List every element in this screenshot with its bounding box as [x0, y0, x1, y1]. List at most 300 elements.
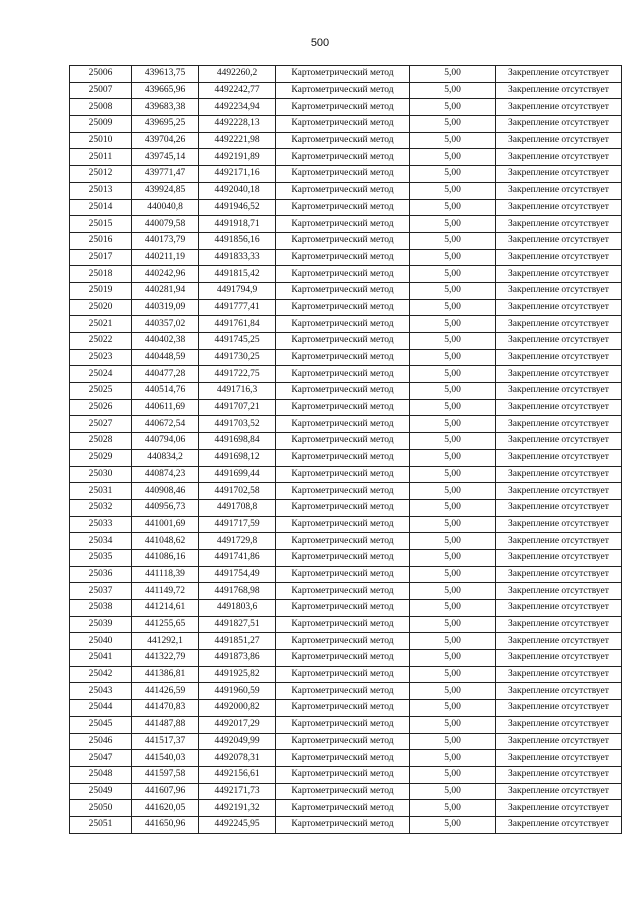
coordinates-table	[69, 65, 622, 834]
table-row	[70, 783, 622, 800]
x-coordinate-cell: 440672,54	[132, 416, 199, 433]
method-cell: Картометрический метод	[276, 716, 410, 733]
fixing-cell: Закрепление отсутствует	[496, 349, 622, 366]
y-coordinate-cell: 4492040,18	[199, 182, 276, 199]
y-coordinate-cell: 4492228,13	[199, 116, 276, 133]
point-number-cell: 25043	[70, 683, 132, 700]
accuracy-cell: 5,00	[410, 583, 496, 600]
point-number-cell: 25038	[70, 600, 132, 617]
table-row	[70, 149, 622, 166]
table-row	[70, 99, 622, 116]
method-cell: Картометрический метод	[276, 266, 410, 283]
y-coordinate-cell: 4491708,8	[199, 499, 276, 516]
method-cell: Картометрический метод	[276, 216, 410, 233]
point-number-cell: 25044	[70, 700, 132, 717]
method-cell: Картометрический метод	[276, 132, 410, 149]
method-cell: Картометрический метод	[276, 816, 410, 833]
table-row	[70, 800, 622, 817]
point-number-cell: 25018	[70, 266, 132, 283]
table-row	[70, 299, 622, 316]
method-cell: Картометрический метод	[276, 99, 410, 116]
accuracy-cell: 5,00	[410, 132, 496, 149]
x-coordinate-cell: 441386,81	[132, 666, 199, 683]
table-row	[70, 433, 622, 450]
method-cell: Картометрический метод	[276, 199, 410, 216]
point-number-cell: 25050	[70, 800, 132, 817]
method-cell: Картометрический метод	[276, 433, 410, 450]
point-number-cell: 25007	[70, 82, 132, 99]
y-coordinate-cell: 4492245,95	[199, 816, 276, 833]
y-coordinate-cell: 4492049,99	[199, 733, 276, 750]
point-number-cell: 25032	[70, 499, 132, 516]
fixing-cell: Закрепление отсутствует	[496, 282, 622, 299]
point-number-cell: 25028	[70, 433, 132, 450]
method-cell: Картометрический метод	[276, 466, 410, 483]
x-coordinate-cell: 440874,23	[132, 466, 199, 483]
point-number-cell: 25046	[70, 733, 132, 750]
accuracy-cell: 5,00	[410, 316, 496, 333]
y-coordinate-cell: 4492171,16	[199, 166, 276, 183]
x-coordinate-cell: 440834,2	[132, 449, 199, 466]
point-number-cell: 25042	[70, 666, 132, 683]
x-coordinate-cell: 440908,46	[132, 483, 199, 500]
table-row	[70, 166, 622, 183]
accuracy-cell: 5,00	[410, 416, 496, 433]
x-coordinate-cell: 439924,85	[132, 182, 199, 199]
x-coordinate-cell: 440956,73	[132, 499, 199, 516]
table-row	[70, 66, 622, 83]
fixing-cell: Закрепление отсутствует	[496, 516, 622, 533]
method-cell: Картометрический метод	[276, 566, 410, 583]
point-number-cell: 25037	[70, 583, 132, 600]
method-cell: Картометрический метод	[276, 449, 410, 466]
accuracy-cell: 5,00	[410, 700, 496, 717]
accuracy-cell: 5,00	[410, 733, 496, 750]
point-number-cell: 25020	[70, 299, 132, 316]
y-coordinate-cell: 4492078,31	[199, 750, 276, 767]
y-coordinate-cell: 4491707,21	[199, 399, 276, 416]
fixing-cell: Закрепление отсутствует	[496, 449, 622, 466]
fixing-cell: Закрепление отсутствует	[496, 366, 622, 383]
point-number-cell: 25049	[70, 783, 132, 800]
table-row	[70, 316, 622, 333]
fixing-cell: Закрепление отсутствует	[496, 683, 622, 700]
accuracy-cell: 5,00	[410, 149, 496, 166]
method-cell: Картометрический метод	[276, 683, 410, 700]
point-number-cell: 25045	[70, 716, 132, 733]
point-number-cell: 25009	[70, 116, 132, 133]
accuracy-cell: 5,00	[410, 466, 496, 483]
method-cell: Картометрический метод	[276, 399, 410, 416]
method-cell: Картометрический метод	[276, 800, 410, 817]
fixing-cell: Закрепление отсутствует	[496, 299, 622, 316]
point-number-cell: 25031	[70, 483, 132, 500]
method-cell: Картометрический метод	[276, 299, 410, 316]
y-coordinate-cell: 4491717,59	[199, 516, 276, 533]
x-coordinate-cell: 441650,96	[132, 816, 199, 833]
table-row	[70, 132, 622, 149]
y-coordinate-cell: 4491730,25	[199, 349, 276, 366]
y-coordinate-cell: 4491741,86	[199, 549, 276, 566]
y-coordinate-cell: 4492156,61	[199, 766, 276, 783]
x-coordinate-cell: 440448,59	[132, 349, 199, 366]
y-coordinate-cell: 4491918,71	[199, 216, 276, 233]
method-cell: Картометрический метод	[276, 516, 410, 533]
method-cell: Картометрический метод	[276, 366, 410, 383]
x-coordinate-cell: 440211,19	[132, 249, 199, 266]
x-coordinate-cell: 440040,8	[132, 199, 199, 216]
fixing-cell: Закрепление отсутствует	[496, 616, 622, 633]
accuracy-cell: 5,00	[410, 249, 496, 266]
fixing-cell: Закрепление отсутствует	[496, 783, 622, 800]
fixing-cell: Закрепление отсутствует	[496, 750, 622, 767]
y-coordinate-cell: 4491699,44	[199, 466, 276, 483]
accuracy-cell: 5,00	[410, 683, 496, 700]
y-coordinate-cell: 4492234,94	[199, 99, 276, 116]
method-cell: Картометрический метод	[276, 533, 410, 550]
accuracy-cell: 5,00	[410, 66, 496, 83]
method-cell: Картометрический метод	[276, 116, 410, 133]
x-coordinate-cell: 441620,05	[132, 800, 199, 817]
point-number-cell: 25041	[70, 650, 132, 667]
fixing-cell: Закрепление отсутствует	[496, 333, 622, 350]
fixing-cell: Закрепление отсутствует	[496, 399, 622, 416]
accuracy-cell: 5,00	[410, 383, 496, 400]
accuracy-cell: 5,00	[410, 600, 496, 617]
table-row	[70, 750, 622, 767]
accuracy-cell: 5,00	[410, 399, 496, 416]
accuracy-cell: 5,00	[410, 99, 496, 116]
fixing-cell: Закрепление отсутствует	[496, 466, 622, 483]
y-coordinate-cell: 4491702,58	[199, 483, 276, 500]
fixing-cell: Закрепление отсутствует	[496, 766, 622, 783]
method-cell: Картометрический метод	[276, 549, 410, 566]
method-cell: Картометрический метод	[276, 700, 410, 717]
accuracy-cell: 5,00	[410, 266, 496, 283]
accuracy-cell: 5,00	[410, 333, 496, 350]
table-row	[70, 516, 622, 533]
accuracy-cell: 5,00	[410, 633, 496, 650]
fixing-cell: Закрепление отсутствует	[496, 383, 622, 400]
table-row	[70, 249, 622, 266]
point-number-cell: 25023	[70, 349, 132, 366]
fixing-cell: Закрепление отсутствует	[496, 182, 622, 199]
point-number-cell: 25024	[70, 366, 132, 383]
x-coordinate-cell: 440173,79	[132, 232, 199, 249]
point-number-cell: 25022	[70, 333, 132, 350]
point-number-cell: 25021	[70, 316, 132, 333]
x-coordinate-cell: 440794,06	[132, 433, 199, 450]
fixing-cell: Закрепление отсутствует	[496, 650, 622, 667]
fixing-cell: Закрепление отсутствует	[496, 816, 622, 833]
accuracy-cell: 5,00	[410, 566, 496, 583]
x-coordinate-cell: 440514,76	[132, 383, 199, 400]
method-cell: Картометрический метод	[276, 349, 410, 366]
point-number-cell: 25027	[70, 416, 132, 433]
table-row	[70, 633, 622, 650]
fixing-cell: Закрепление отсутствует	[496, 416, 622, 433]
accuracy-cell: 5,00	[410, 516, 496, 533]
y-coordinate-cell: 4492017,29	[199, 716, 276, 733]
x-coordinate-cell: 439745,14	[132, 149, 199, 166]
table-row	[70, 700, 622, 717]
fixing-cell: Закрепление отсутствует	[496, 433, 622, 450]
coordinates-table-body	[70, 66, 622, 834]
fixing-cell: Закрепление отсутствует	[496, 116, 622, 133]
point-number-cell: 25006	[70, 66, 132, 83]
x-coordinate-cell: 439704,26	[132, 132, 199, 149]
x-coordinate-cell: 441322,79	[132, 650, 199, 667]
y-coordinate-cell: 4491745,25	[199, 333, 276, 350]
point-number-cell: 25010	[70, 132, 132, 149]
accuracy-cell: 5,00	[410, 182, 496, 199]
accuracy-cell: 5,00	[410, 116, 496, 133]
x-coordinate-cell: 440402,38	[132, 333, 199, 350]
page-number: 500	[310, 37, 330, 49]
x-coordinate-cell: 441540,03	[132, 750, 199, 767]
accuracy-cell: 5,00	[410, 449, 496, 466]
fixing-cell: Закрепление отсутствует	[496, 733, 622, 750]
point-number-cell: 25029	[70, 449, 132, 466]
method-cell: Картометрический метод	[276, 166, 410, 183]
y-coordinate-cell: 4492260,2	[199, 66, 276, 83]
table-row	[70, 416, 622, 433]
point-number-cell: 25047	[70, 750, 132, 767]
accuracy-cell: 5,00	[410, 366, 496, 383]
method-cell: Картометрический метод	[276, 249, 410, 266]
x-coordinate-cell: 439613,75	[132, 66, 199, 83]
accuracy-cell: 5,00	[410, 549, 496, 566]
y-coordinate-cell: 4491768,98	[199, 583, 276, 600]
y-coordinate-cell: 4491716,3	[199, 383, 276, 400]
accuracy-cell: 5,00	[410, 766, 496, 783]
table-row	[70, 766, 622, 783]
fixing-cell: Закрепление отсутствует	[496, 316, 622, 333]
point-number-cell: 25011	[70, 149, 132, 166]
method-cell: Картометрический метод	[276, 633, 410, 650]
y-coordinate-cell: 4491815,42	[199, 266, 276, 283]
table-row	[70, 449, 622, 466]
accuracy-cell: 5,00	[410, 216, 496, 233]
x-coordinate-cell: 439665,96	[132, 82, 199, 99]
y-coordinate-cell: 4491960,59	[199, 683, 276, 700]
method-cell: Картометрический метод	[276, 600, 410, 617]
method-cell: Картометрический метод	[276, 66, 410, 83]
point-number-cell: 25015	[70, 216, 132, 233]
x-coordinate-cell: 441001,69	[132, 516, 199, 533]
y-coordinate-cell: 4492000,82	[199, 700, 276, 717]
x-coordinate-cell: 441292,1	[132, 633, 199, 650]
fixing-cell: Закрепление отсутствует	[496, 149, 622, 166]
accuracy-cell: 5,00	[410, 800, 496, 817]
fixing-cell: Закрепление отсутствует	[496, 716, 622, 733]
x-coordinate-cell: 441118,39	[132, 566, 199, 583]
table-row	[70, 216, 622, 233]
point-number-cell: 25014	[70, 199, 132, 216]
y-coordinate-cell: 4491827,51	[199, 616, 276, 633]
point-number-cell: 25036	[70, 566, 132, 583]
y-coordinate-cell: 4491946,52	[199, 199, 276, 216]
table-row	[70, 683, 622, 700]
method-cell: Картометрический метод	[276, 499, 410, 516]
point-number-cell: 25016	[70, 232, 132, 249]
method-cell: Картометрический метод	[276, 483, 410, 500]
table-row	[70, 366, 622, 383]
accuracy-cell: 5,00	[410, 166, 496, 183]
fixing-cell: Закрепление отсутствует	[496, 533, 622, 550]
y-coordinate-cell: 4491803,6	[199, 600, 276, 617]
x-coordinate-cell: 441607,96	[132, 783, 199, 800]
table-row	[70, 583, 622, 600]
x-coordinate-cell: 441597,58	[132, 766, 199, 783]
fixing-cell: Закрепление отсутствует	[496, 199, 622, 216]
fixing-cell: Закрепление отсутствует	[496, 483, 622, 500]
table-row	[70, 466, 622, 483]
x-coordinate-cell: 440477,28	[132, 366, 199, 383]
accuracy-cell: 5,00	[410, 666, 496, 683]
point-number-cell: 25012	[70, 166, 132, 183]
table-row	[70, 733, 622, 750]
y-coordinate-cell: 4491698,12	[199, 449, 276, 466]
accuracy-cell: 5,00	[410, 232, 496, 249]
y-coordinate-cell: 4491925,82	[199, 666, 276, 683]
x-coordinate-cell: 440319,09	[132, 299, 199, 316]
accuracy-cell: 5,00	[410, 750, 496, 767]
accuracy-cell: 5,00	[410, 816, 496, 833]
point-number-cell: 25048	[70, 766, 132, 783]
y-coordinate-cell: 4491703,52	[199, 416, 276, 433]
accuracy-cell: 5,00	[410, 199, 496, 216]
fixing-cell: Закрепление отсутствует	[496, 132, 622, 149]
fixing-cell: Закрепление отсутствует	[496, 666, 622, 683]
fixing-cell: Закрепление отсутствует	[496, 166, 622, 183]
fixing-cell: Закрепление отсутствует	[496, 583, 622, 600]
table-row	[70, 349, 622, 366]
table-row	[70, 499, 622, 516]
fixing-cell: Закрепление отсутствует	[496, 66, 622, 83]
table-row	[70, 266, 622, 283]
point-number-cell: 25017	[70, 249, 132, 266]
accuracy-cell: 5,00	[410, 433, 496, 450]
method-cell: Картометрический метод	[276, 333, 410, 350]
fixing-cell: Закрепление отсутствует	[496, 633, 622, 650]
fixing-cell: Закрепление отсутствует	[496, 99, 622, 116]
table-row	[70, 232, 622, 249]
accuracy-cell: 5,00	[410, 650, 496, 667]
table-row	[70, 116, 622, 133]
method-cell: Картометрический метод	[276, 766, 410, 783]
point-number-cell: 25026	[70, 399, 132, 416]
y-coordinate-cell: 4491754,49	[199, 566, 276, 583]
x-coordinate-cell: 441214,61	[132, 600, 199, 617]
method-cell: Картометрический метод	[276, 750, 410, 767]
method-cell: Картометрический метод	[276, 282, 410, 299]
table-row	[70, 182, 622, 199]
point-number-cell: 25019	[70, 282, 132, 299]
y-coordinate-cell: 4491851,27	[199, 633, 276, 650]
fixing-cell: Закрепление отсутствует	[496, 232, 622, 249]
x-coordinate-cell: 440611,69	[132, 399, 199, 416]
fixing-cell: Закрепление отсутствует	[496, 216, 622, 233]
method-cell: Картометрический метод	[276, 583, 410, 600]
point-number-cell: 25035	[70, 549, 132, 566]
table-row	[70, 716, 622, 733]
table-row	[70, 82, 622, 99]
x-coordinate-cell: 441517,37	[132, 733, 199, 750]
table-row	[70, 600, 622, 617]
method-cell: Картометрический метод	[276, 616, 410, 633]
x-coordinate-cell: 441048,62	[132, 533, 199, 550]
method-cell: Картометрический метод	[276, 182, 410, 199]
x-coordinate-cell: 439771,47	[132, 166, 199, 183]
method-cell: Картометрический метод	[276, 232, 410, 249]
table-row	[70, 533, 622, 550]
y-coordinate-cell: 4491794,9	[199, 282, 276, 299]
table-row	[70, 549, 622, 566]
point-number-cell: 25013	[70, 182, 132, 199]
accuracy-cell: 5,00	[410, 533, 496, 550]
point-number-cell: 25030	[70, 466, 132, 483]
y-coordinate-cell: 4491873,86	[199, 650, 276, 667]
method-cell: Картометрический метод	[276, 316, 410, 333]
y-coordinate-cell: 4491833,33	[199, 249, 276, 266]
method-cell: Картометрический метод	[276, 666, 410, 683]
y-coordinate-cell: 4492242,77	[199, 82, 276, 99]
x-coordinate-cell: 441086,16	[132, 549, 199, 566]
method-cell: Картометрический метод	[276, 82, 410, 99]
fixing-cell: Закрепление отсутствует	[496, 800, 622, 817]
x-coordinate-cell: 441470,83	[132, 700, 199, 717]
x-coordinate-cell: 440079,58	[132, 216, 199, 233]
table-row	[70, 333, 622, 350]
x-coordinate-cell: 441255,65	[132, 616, 199, 633]
method-cell: Картометрический метод	[276, 733, 410, 750]
table-row	[70, 399, 622, 416]
accuracy-cell: 5,00	[410, 349, 496, 366]
point-number-cell: 25039	[70, 616, 132, 633]
fixing-cell: Закрепление отсутствует	[496, 266, 622, 283]
fixing-cell: Закрепление отсутствует	[496, 499, 622, 516]
method-cell: Картометрический метод	[276, 383, 410, 400]
point-number-cell: 25040	[70, 633, 132, 650]
point-number-cell: 25025	[70, 383, 132, 400]
y-coordinate-cell: 4491777,41	[199, 299, 276, 316]
y-coordinate-cell: 4492191,32	[199, 800, 276, 817]
table-row	[70, 566, 622, 583]
accuracy-cell: 5,00	[410, 716, 496, 733]
point-number-cell: 25033	[70, 516, 132, 533]
method-cell: Картометрический метод	[276, 416, 410, 433]
y-coordinate-cell: 4492171,73	[199, 783, 276, 800]
accuracy-cell: 5,00	[410, 783, 496, 800]
fixing-cell: Закрепление отсутствует	[496, 82, 622, 99]
x-coordinate-cell: 441426,59	[132, 683, 199, 700]
y-coordinate-cell: 4491722,75	[199, 366, 276, 383]
table-row	[70, 816, 622, 833]
accuracy-cell: 5,00	[410, 282, 496, 299]
y-coordinate-cell: 4492221,98	[199, 132, 276, 149]
x-coordinate-cell: 440281,94	[132, 282, 199, 299]
y-coordinate-cell: 4491761,84	[199, 316, 276, 333]
x-coordinate-cell: 440242,96	[132, 266, 199, 283]
x-coordinate-cell: 441149,72	[132, 583, 199, 600]
method-cell: Картометрический метод	[276, 650, 410, 667]
table-row	[70, 483, 622, 500]
fixing-cell: Закрепление отсутствует	[496, 566, 622, 583]
fixing-cell: Закрепление отсутствует	[496, 700, 622, 717]
accuracy-cell: 5,00	[410, 499, 496, 516]
accuracy-cell: 5,00	[410, 82, 496, 99]
